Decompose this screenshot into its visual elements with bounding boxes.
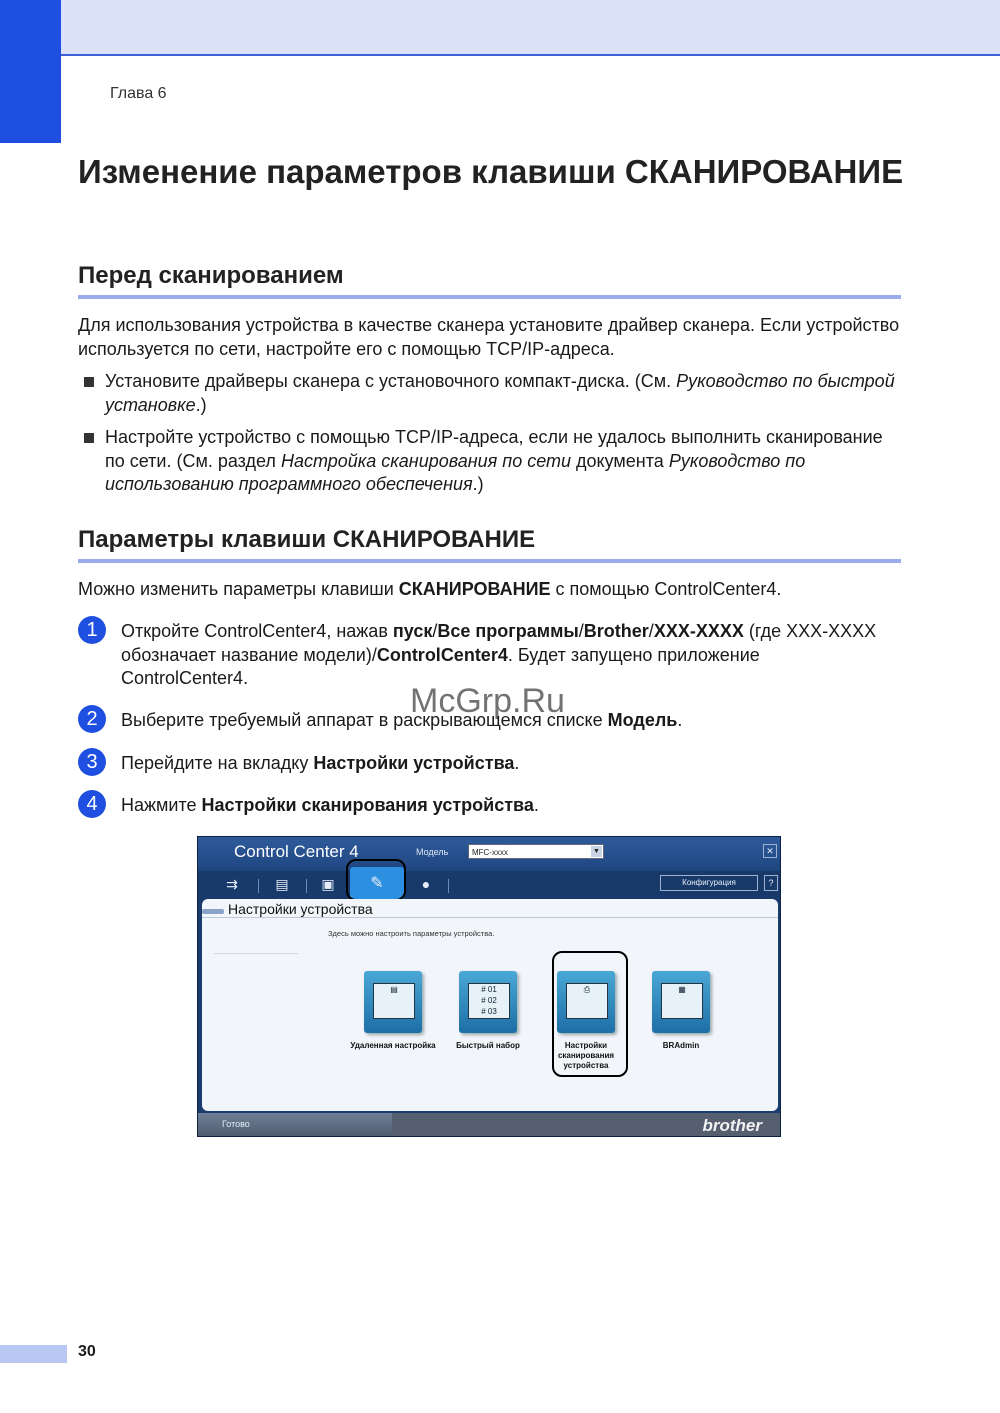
wrench-icon: ✎ (370, 875, 384, 892)
separator: / (432, 621, 438, 641)
header-band (0, 0, 1000, 56)
panel-divider (214, 953, 298, 954)
step-number: 3 (78, 748, 106, 776)
step-text: . (514, 753, 520, 773)
bullet-text: документа (571, 450, 669, 471)
brand-logo: brother (702, 1116, 762, 1135)
remote-setup-icon: ▤ (373, 983, 415, 1019)
doc-reference: Руководство по использованию программного обеспечения (105, 450, 806, 494)
watermark: McGrp.Ru (410, 682, 565, 720)
app-logo: Control Center 4 (234, 842, 359, 861)
panel-accent (202, 909, 224, 914)
button-name: Настройки сканирования устройства (201, 795, 534, 815)
panel-divider (202, 917, 778, 918)
section2-intro (78, 578, 908, 602)
device-settings-panel (202, 899, 778, 1111)
step-text: . Будет запущено приложение ControlCenter4. (121, 644, 760, 688)
section-heading-scan-params: Параметры клавиши СКАНИРОВАНИЕ (78, 526, 536, 553)
remote-setup-label: Удаленная настройка (350, 1041, 436, 1050)
heading-rule (78, 559, 901, 563)
model-value: MFC-xxxx (472, 848, 508, 857)
chevron-down-icon: ▼ (591, 846, 602, 857)
bullet-square (84, 377, 94, 387)
page-title: Изменение параметров клавиши СКАНИРОВАНИЕ (78, 153, 904, 190)
menu-brother: Brother (583, 621, 649, 641)
configuration-button[interactable]: Конфигурация (660, 875, 758, 891)
doc-reference: Руководство по быстрой установке (105, 371, 895, 415)
bullet-text: Установите драйверы сканера с установочного компакт-диска. (См. (105, 371, 677, 391)
menu-model: XXX-XXXX (653, 621, 744, 641)
section-heading-before-scan: Перед сканированием (78, 262, 344, 289)
heading-rule (78, 295, 901, 299)
speed-dial-icon: # 01 # 02 # 03 (468, 983, 510, 1019)
panel-title: Настройки устройства (228, 901, 373, 917)
tab-name: Настройки устройства (313, 753, 515, 773)
bullet-square (84, 433, 94, 443)
network-icon: ▦ (661, 983, 703, 1019)
status-text: Готово (222, 1119, 250, 1129)
scanner-icon: ⎙ (566, 983, 608, 1019)
device-scan-settings-label: Настройки сканирования устройства (557, 1041, 615, 1070)
menu-start: пуск (392, 621, 433, 641)
model-select[interactable] (468, 844, 604, 859)
section1-intro: Для использования устройства в качестве сканера установите драйвер сканера. Если устройство используется по сети, настройте его с помощью TCP/IP-адреса. (78, 315, 900, 359)
chapter-label: Глава 6 (110, 85, 167, 102)
toolbar-divider (448, 879, 449, 893)
photo-tab-icon[interactable]: ▣ (321, 876, 335, 892)
highlight-ring (346, 859, 406, 901)
speed-dial-button[interactable] (459, 971, 517, 1033)
bullet-text: Настройте устройство с помощью TCP/IP-адреса, если не удалось выполнить сканирование по сети. (См. раздел (105, 427, 883, 471)
step-text: (где XXX-XXXX обозначает название модели)/ (121, 621, 877, 665)
support-tab-icon[interactable]: ● (421, 876, 431, 892)
pc-fax-tab-icon[interactable]: ▤ (275, 876, 289, 892)
step-text: Выберите требуемый аппарат в раскрывающемся списке (121, 710, 608, 730)
page-tab (0, 1345, 67, 1363)
panel-hint: Здесь можно настроить параметры устройства. (328, 929, 495, 938)
model-term: Модель (607, 710, 678, 730)
bullet-text: .) (195, 394, 207, 415)
separator: / (578, 621, 584, 641)
model-label: Модель (416, 847, 449, 857)
separator: / (648, 621, 654, 641)
close-button[interactable]: ✕ (763, 844, 777, 858)
section-reference: Настройка сканирования по сети (280, 450, 572, 471)
bradmin-label: BRAdmin (662, 1041, 700, 1050)
speed-dial-label: Быстрый набор (456, 1041, 520, 1050)
step-text: Откройте ControlCenter4, нажав (121, 621, 393, 641)
step-number: 1 (78, 616, 106, 644)
bullet-text: .) (472, 474, 484, 494)
menu-controlcenter4: ControlCenter4 (376, 644, 508, 665)
scan-key-name: СКАНИРОВАНИЕ (398, 579, 551, 599)
step-number: 4 (78, 790, 106, 818)
help-button[interactable]: ? (764, 875, 778, 891)
menu-all-programs: Все программы (437, 621, 579, 641)
intro-text: Можно изменить параметры клавиши (78, 579, 399, 599)
step-text: Нажмите (121, 795, 202, 815)
page-number: 30 (78, 1343, 96, 1360)
step-text: . (677, 710, 683, 730)
step-text: Перейдите на вкладку (121, 753, 314, 773)
remote-setup-button[interactable] (364, 971, 422, 1033)
toolbar-divider (258, 879, 259, 893)
step-text: . (533, 795, 539, 815)
step-number: 2 (78, 705, 106, 733)
bradmin-button[interactable] (652, 971, 710, 1033)
highlight-ring (552, 951, 628, 1077)
chapter-tab (0, 0, 61, 143)
scan-tab-icon[interactable]: ⇉ (226, 876, 238, 892)
intro-text: с помощью ControlCenter4. (550, 579, 782, 599)
controlcenter-screenshot (197, 836, 781, 1137)
toolbar-divider (306, 879, 307, 893)
status-bar (198, 1113, 781, 1137)
